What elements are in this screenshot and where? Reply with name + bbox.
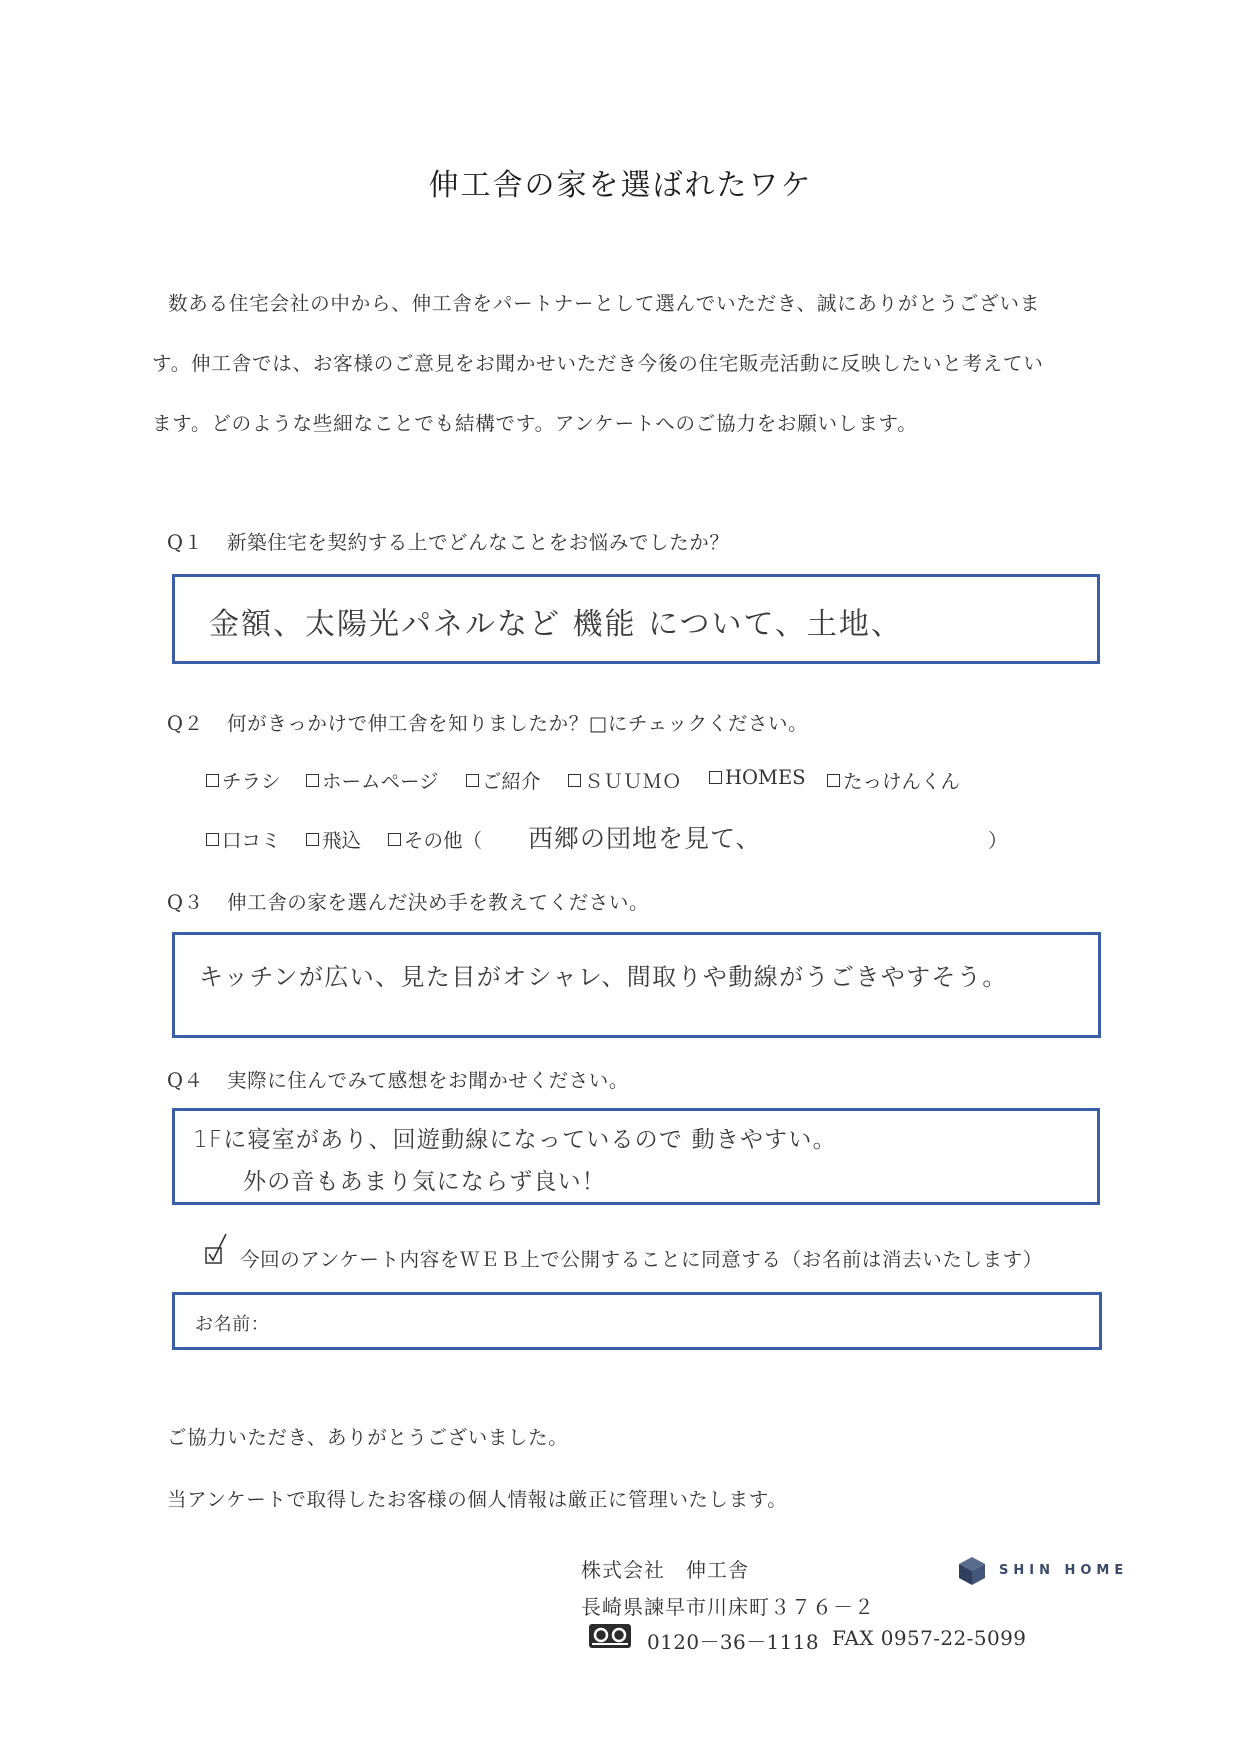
question-3 bbox=[167, 887, 649, 915]
option-chirashi[interactable]: チラシ bbox=[206, 766, 281, 794]
answer-3-text: キッチンが広い、見た目がオシャレ、間取りや動線がうごきやすそう。 bbox=[199, 963, 1008, 991]
name-field[interactable] bbox=[172, 1292, 1102, 1350]
company-name: 株式会社 伸工舎 bbox=[581, 1558, 749, 1582]
checkbox-icon[interactable] bbox=[206, 774, 219, 787]
question-3-text: 伸工舎の家を選んだ決め手を教えてください。 bbox=[227, 891, 650, 914]
consent-checkbox[interactable] bbox=[204, 1232, 234, 1270]
option-kuchikomi[interactable]: 口コミ bbox=[206, 825, 281, 853]
option-tobikomi[interactable]: 飛込 bbox=[306, 825, 361, 853]
company-address: 長崎県諫早市川床町３７６－２ bbox=[581, 1595, 875, 1619]
cube-icon bbox=[958, 1556, 986, 1586]
intro-line-2: す。伸工舎では、お客様のご意見をお聞かせいただき今後の住宅販売活動に反映したいと考えてい bbox=[152, 352, 1044, 375]
checkbox-icon[interactable] bbox=[466, 774, 479, 787]
brand-text: SHIN HOME bbox=[999, 1563, 1129, 1578]
option-suumo[interactable]: ＳＵＵＭＯ bbox=[568, 766, 682, 794]
checkbox-icon[interactable] bbox=[827, 774, 840, 787]
option-homepage[interactable]: ホームページ bbox=[306, 766, 439, 794]
other-answer-text: 西郷の団地を見て、 bbox=[528, 824, 762, 853]
option-homes[interactable]: HOMES bbox=[709, 766, 806, 789]
question-2-text: 何がきっかけで伸工舎を知りましたか？□にチェックください。 bbox=[227, 712, 809, 735]
question-1-number: Q１ bbox=[167, 531, 204, 554]
other-close-paren: ） bbox=[988, 829, 1008, 852]
checkbox-icon[interactable] bbox=[206, 833, 219, 846]
question-4-text: 実際に住んでみて感想をお聞かせください。 bbox=[227, 1069, 630, 1092]
freedial-icon bbox=[589, 1624, 631, 1648]
intro-line-3: ます。どのような些細なことでも結構です。アンケートへのご協力をお願いします。 bbox=[152, 412, 918, 435]
option-referral[interactable]: ご紹介 bbox=[466, 766, 541, 794]
question-2 bbox=[167, 708, 808, 736]
answer-1-text: 金額、太陽光パネルなど 機能 について、土地、 bbox=[209, 607, 903, 642]
page-title: 伸工舎の家を選ばれたワケ bbox=[428, 168, 813, 203]
option-other[interactable]: その他（ bbox=[388, 825, 482, 853]
intro-line-1: 数ある住宅会社の中から、伸工舎をパートナーとして選んでいただき、誠にありがとうございま bbox=[168, 292, 1041, 315]
answer-4-line-2: 外の音もあまり気にならず良い！ bbox=[243, 1169, 606, 1195]
question-4-number: Q４ bbox=[167, 1069, 204, 1092]
question-2-number: Q２ bbox=[167, 712, 204, 735]
company-fax: FAX 0957-22-5099 bbox=[832, 1626, 1027, 1650]
name-label: お名前： bbox=[195, 1314, 270, 1335]
answer-box-1[interactable] bbox=[172, 574, 1100, 664]
question-1-text: 新築住宅を契約する上でどんなことをお悩みでしたか？ bbox=[227, 531, 730, 554]
answer-4-line-1: 1Fに寝室があり、回遊動線になっているので 動きやすい。 bbox=[193, 1127, 837, 1153]
option-takkenkun[interactable]: たっけんくん bbox=[827, 766, 960, 794]
answer-box-4[interactable] bbox=[172, 1108, 1100, 1205]
check-mark-icon bbox=[204, 1232, 234, 1266]
privacy-text: 当アンケートで取得したお客様の個人情報は厳正に管理いたします。 bbox=[167, 1488, 788, 1511]
checkbox-icon[interactable] bbox=[568, 774, 581, 787]
checkbox-icon[interactable] bbox=[306, 774, 319, 787]
thanks-text: ご協力いただき、ありがとうございました。 bbox=[167, 1426, 569, 1449]
checkbox-icon[interactable] bbox=[388, 833, 401, 846]
checkbox-icon[interactable] bbox=[306, 833, 319, 846]
company-phone: 0120－36－1118 bbox=[647, 1630, 820, 1654]
question-4 bbox=[167, 1065, 629, 1093]
question-1 bbox=[167, 527, 730, 555]
consent-text: 今回のアンケート内容をＷＥＢ上で公開することに同意する（お名前は消去いたします） bbox=[240, 1248, 1043, 1271]
question-3-number: Q３ bbox=[167, 891, 204, 914]
checkbox-icon[interactable] bbox=[709, 771, 722, 784]
answer-box-3[interactable] bbox=[172, 932, 1101, 1038]
